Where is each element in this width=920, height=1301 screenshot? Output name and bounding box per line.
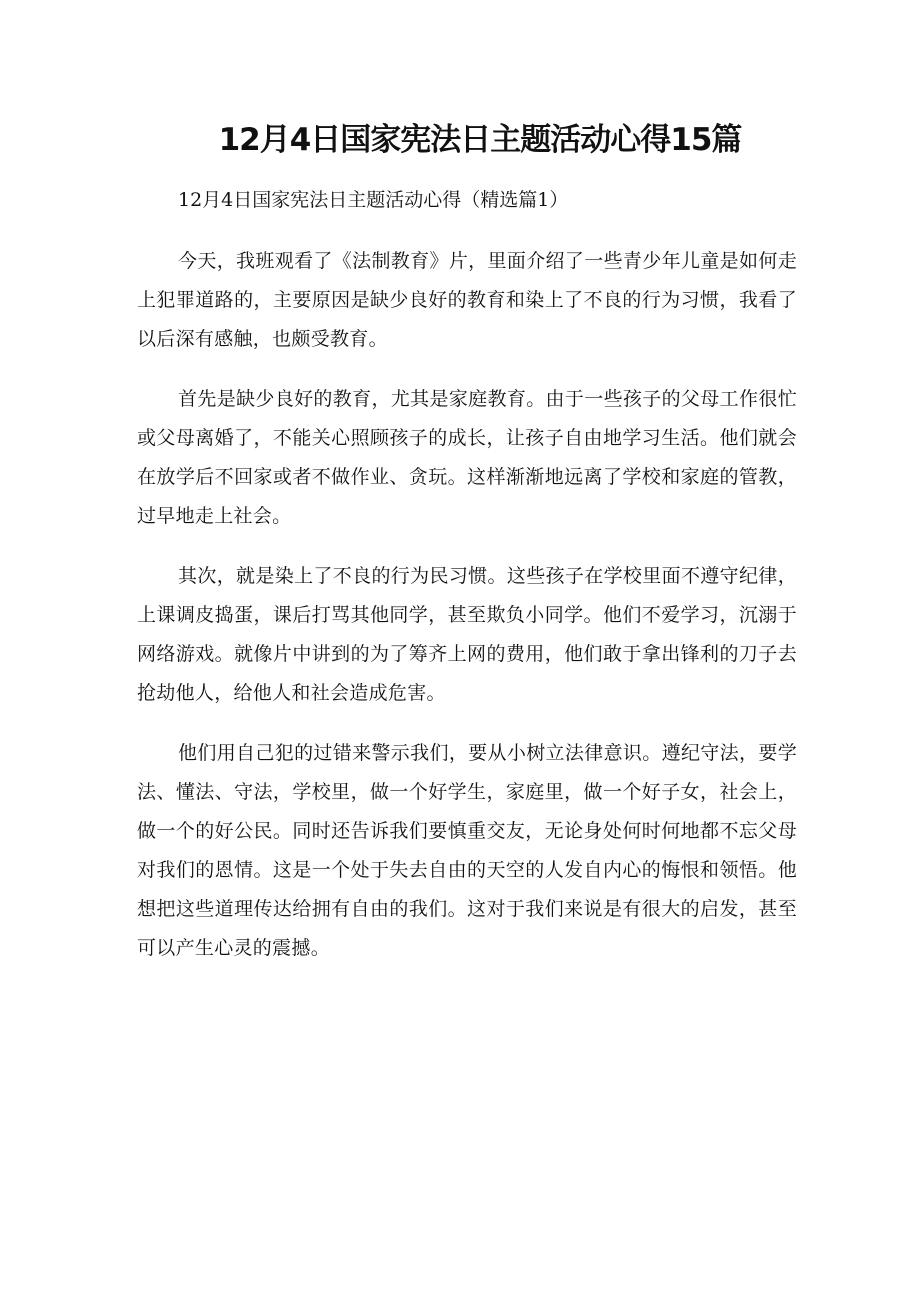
document-title: 12月4日国家宪法日主题活动心得15篇 <box>218 122 742 158</box>
paragraph-4: 他们用自己犯的过错来警示我们，要从小树立法律意识。遵纪守法，要学法、懂法、守法，学校里，做一个好学生，家庭里，做一个好子女，社会上，做一个的好公民。同时还告诉我们要慎重交友，无论身处何时何地都不忘父母对我们的恩情。这是一个处于失去自由的天空的人发自内心的悔恨和领悟。他想把这些道理传达给拥有自由的我们。这对于我们来说是有很大的启发，甚至可以产生心灵的震撼。 <box>137 742 797 959</box>
document-body <box>137 242 797 989</box>
paragraph-2: 首先是缺少良好的教育，尤其是家庭教育。由于一些孩子的父母工作很忙或父母离婚了，不能关心照顾孩子的成长，让孩子自由地学习生活。他们就会在放学后不回家或者不做作业、贪玩。这样渐渐地远离了学校和家庭的管教，过早地走上社会。 <box>137 388 797 527</box>
paragraph-1: 今天，我班观看了《法制教育》片，里面介绍了一些青少年儿童是如何走上犯罪道路的，主要原因是缺少良好的教育和染上了不良的行为习惯，我看了以后深有感触，也颇受教育。 <box>137 250 797 350</box>
paragraph-3: 其次，就是染上了不良的行为民习惯。这些孩子在学校里面不遵守纪律，上课调皮捣蛋，课后打骂其他同学，甚至欺负小同学。他们不爱学习，沉溺于网络游戏。就像片中讲到的为了筹齐上网的费用，他们敢于拿出锋利的刀子去抢劫他人，给他人和社会造成危害。 <box>137 565 797 704</box>
section-subtitle: 12月4日国家宪法日主题活动心得（精选篇1） <box>178 189 569 211</box>
